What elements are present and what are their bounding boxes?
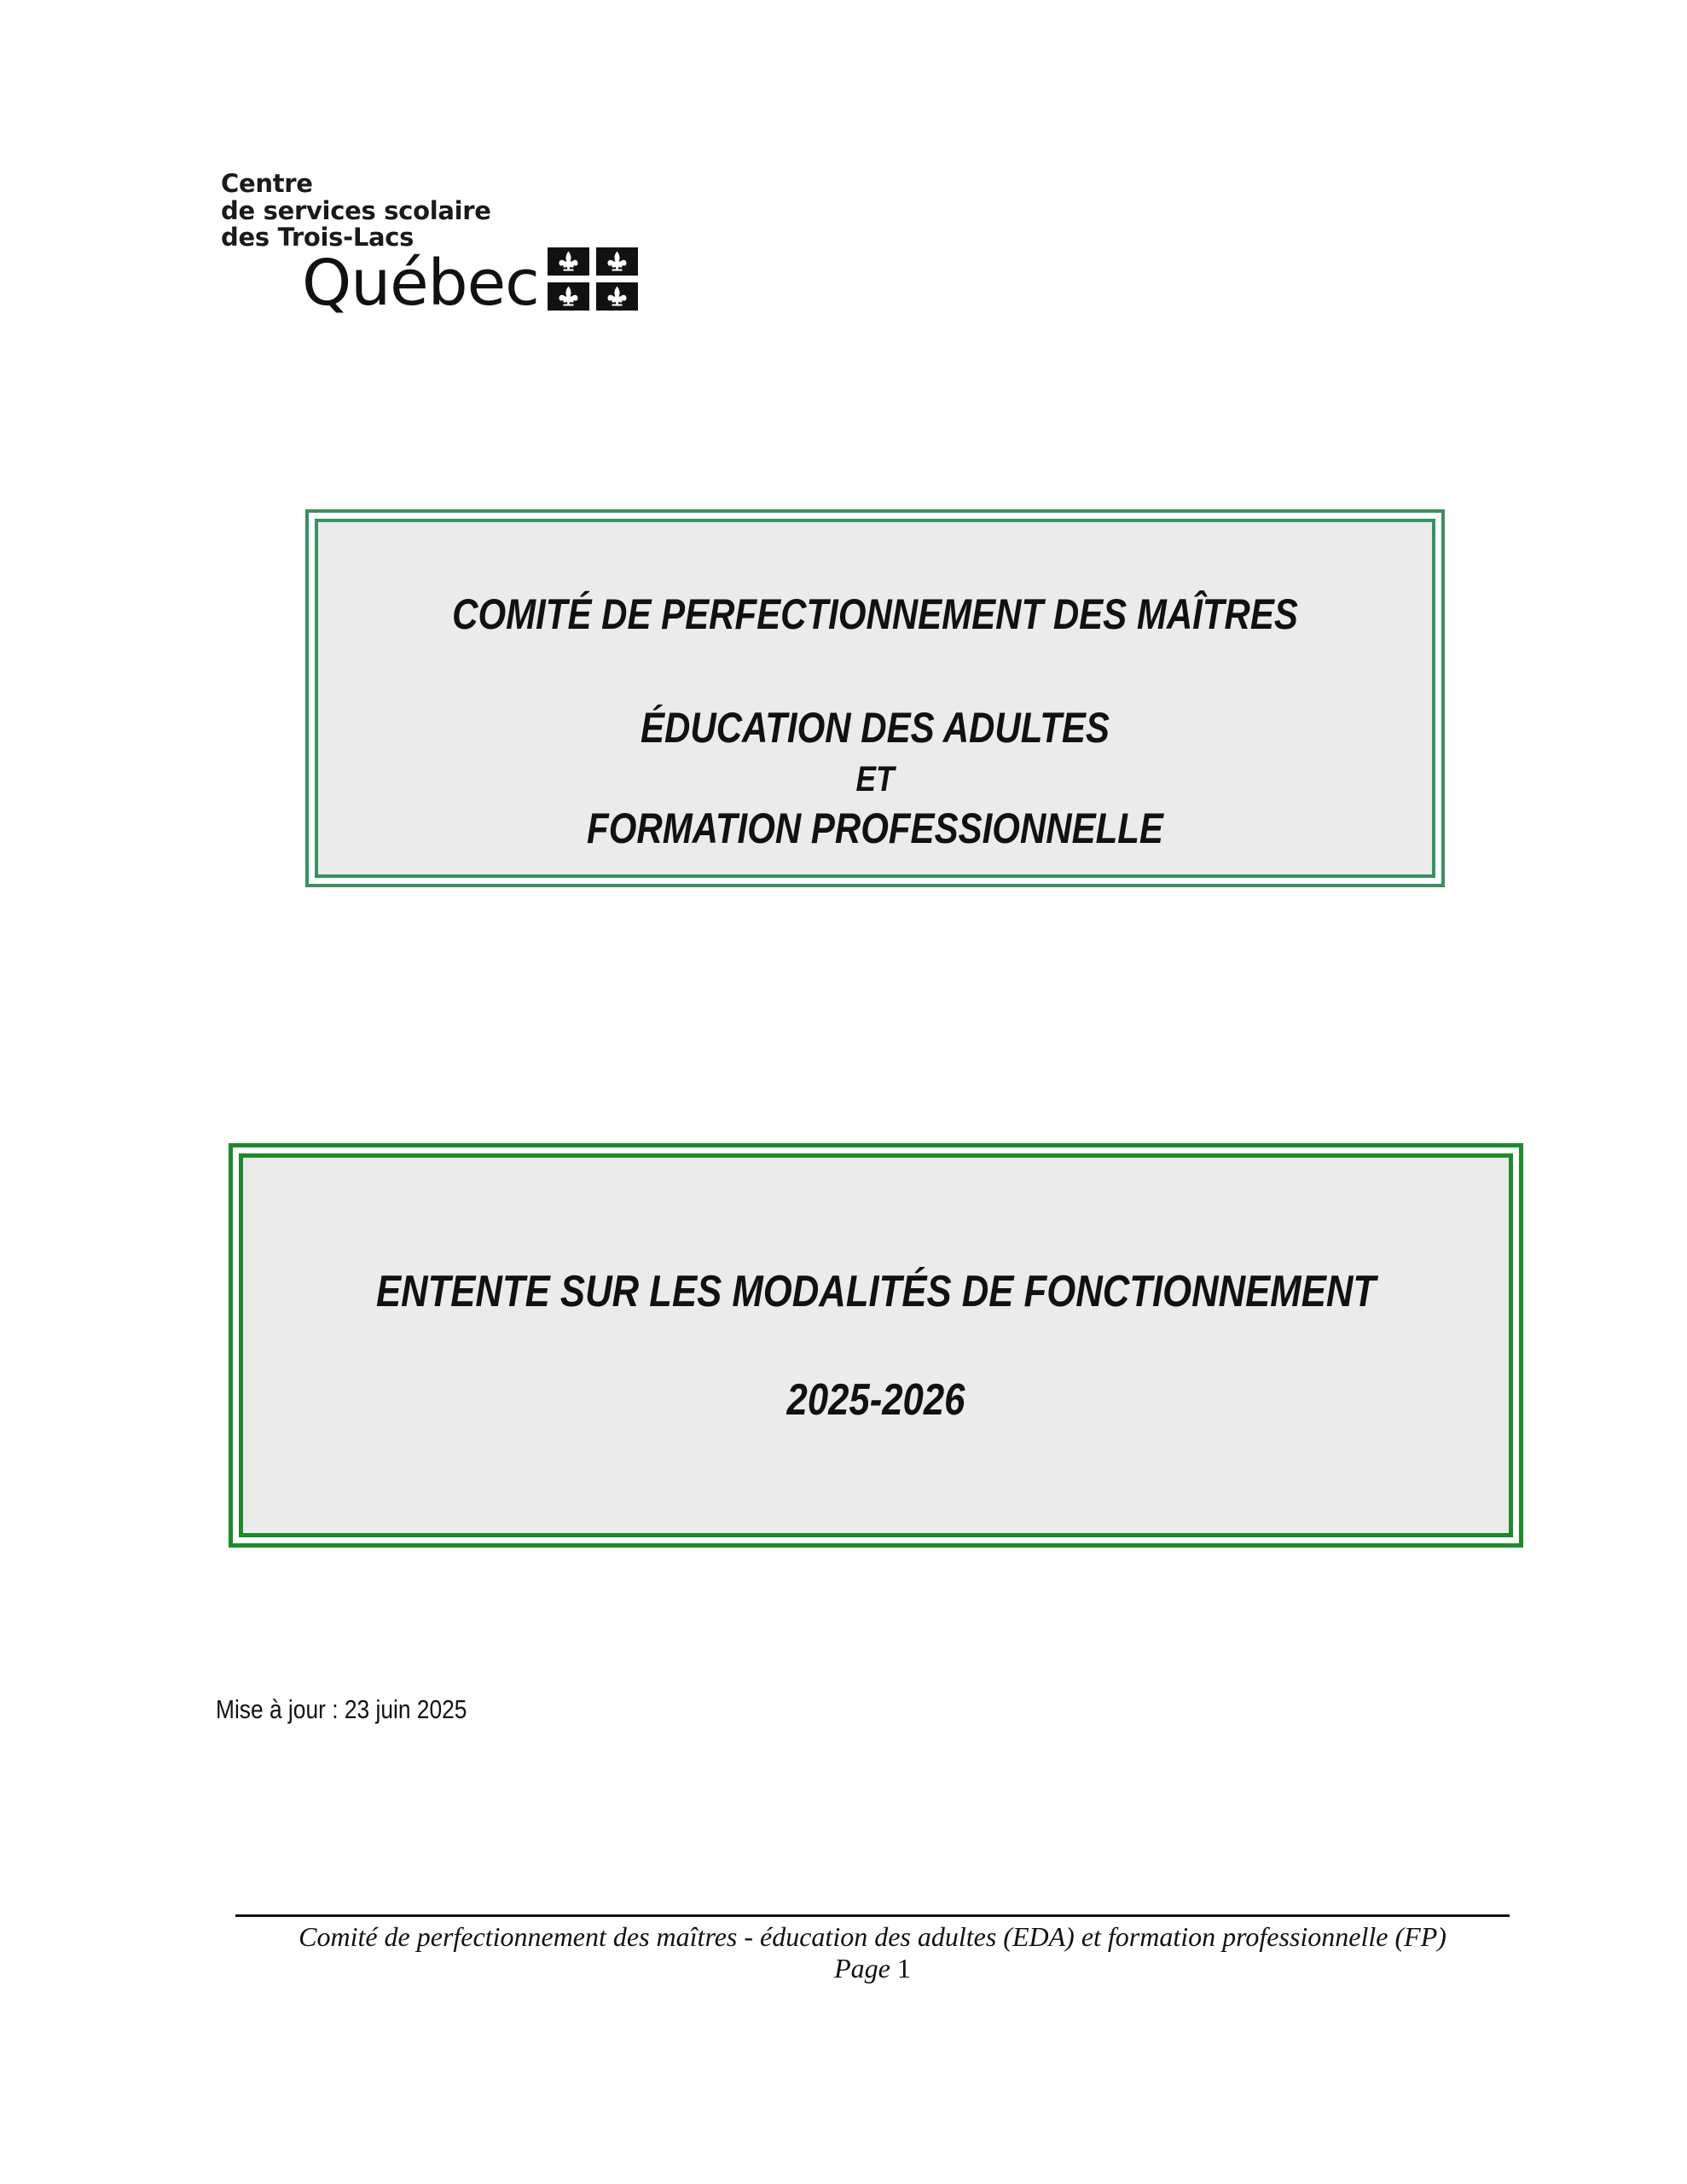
update-date: Mise à jour : 23 juin 2025	[216, 1694, 467, 1724]
agreement-title-box-inner	[239, 1153, 1513, 1537]
footer-divider	[235, 1914, 1510, 1917]
quebec-fleurdelise-icon	[548, 247, 638, 311]
agreement-title: ENTENTE SUR LES MODALITÉS DE FONCTIONNEMENT	[375, 1267, 1377, 1316]
quebec-wordmark: Québec	[302, 247, 539, 320]
footer-page-number	[235, 1952, 1510, 1984]
school-year: 2025-2026	[786, 1375, 965, 1425]
committee-title-box	[305, 509, 1445, 887]
agreement-title-box	[229, 1143, 1523, 1548]
footer-title: Comité de perfectionnement des maîtres - éducation des adultes (EDA) et formation professionnelle (FP)	[299, 1921, 1446, 1952]
logo-line-trois-lacs: des Trois-Lacs	[221, 223, 415, 252]
adult-education-title: ÉDUCATION DES ADULTES	[641, 704, 1110, 752]
committee-title-box-inner	[315, 519, 1435, 878]
logo-line-centre: Centre	[221, 169, 313, 198]
professional-training-title: FORMATION PROFESSIONNELLE	[587, 804, 1163, 852]
committee-title: COMITÉ DE PERFECTIONNEMENT DES MAÎTRES	[452, 590, 1298, 638]
organization-logo	[221, 171, 647, 324]
page-number: 1	[896, 1953, 911, 1984]
conjunction-et: ET	[855, 758, 895, 799]
page-label: Page	[834, 1953, 890, 1984]
logo-line-services-scolaire: de services scolaire	[221, 196, 491, 225]
